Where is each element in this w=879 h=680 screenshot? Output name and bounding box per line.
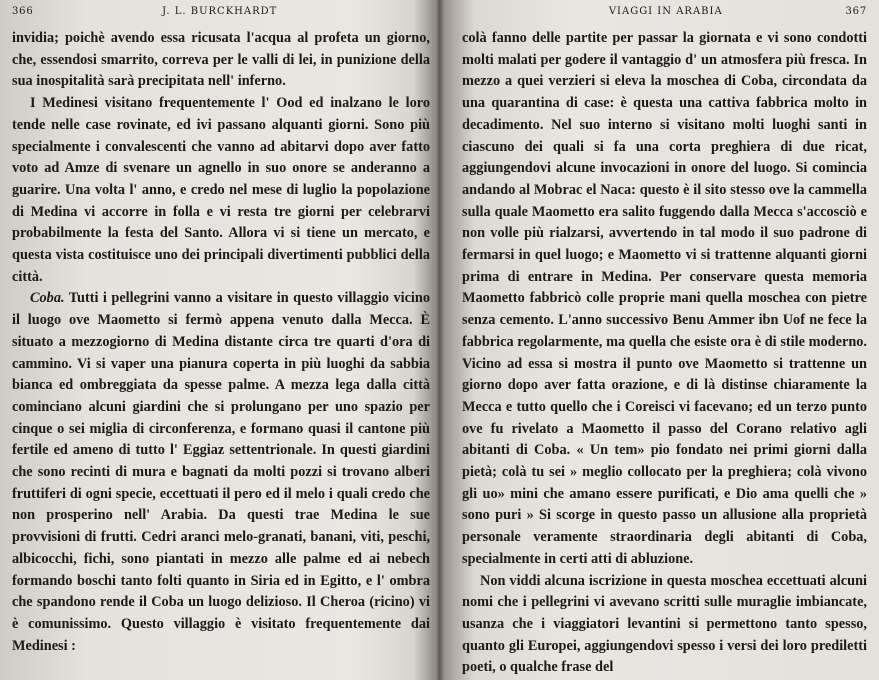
left-running-head: J. L. BURCKHARDT	[162, 6, 278, 17]
right-page-number: 367	[845, 6, 867, 17]
coba-text: Tutti i pellegrini vanno a visitare in questo villaggio vicino il luogo ove Maometto si fermò appena venuto dalla Mecca. È situato a mezzogiorno di Medina distante circa tre quarti d'ora di cammino. Vi si vaper una pianura coperta in più luoghi da sabbia bianca ed ombreggiata da spesse palme. A mezza lega dalla città cominciano alcuni giardini che si prolungano per uno spazio per cinque o sei miglia di circonferenza, e formano quasi il cantone più fertile ed ameno di tutto l' Eggiaz settentrionale. In questi giardini che sono recinti di mura e bagnati da molti pozzi si trovano alberi fruttiferi di ogni specie, eccettuati il pero ed il melo i quali credo che non prosperino nell' Arabia. Da questi trae Medina le sue provvisioni di frutti. Cedri aranci melo-granati, banani, viti, peschi, albicocchi, fichi, sono piantati in mezzo alle palme ed ai nebech formando boschi tanto folti quanto in Siria ed in Egitto, e l' ombra che spandono rende il Coba un luogo delizioso. Il Cheroa (ricino) vi è comunissimo. Questo villaggio è visitato frequentemente dai Medinesi :	[12, 290, 430, 654]
right-page-header	[462, 6, 867, 28]
right-running-head: VIAGGI IN ARABIA	[608, 6, 723, 17]
right-paragraph-2: Non viddi alcuna iscrizione in questa moschea eccettuati alcuni nomi che i pellegrini vi avevano scritti sulle muraglie imbiancate, usanza che i viaggiatori levantini si permettono tanto spesso, quanto gli Europei, aggiungendovi spesso i versi dei loro prediletti poeti, o qualche frase del	[462, 572, 867, 676]
right-page	[440, 0, 879, 680]
left-paragraph-2: I Medinesi visitano frequentemente l' Ood ed inalzano le loro tende nelle case rovinate, ed ivi passano alquanti giorni. Sono più specialmente i convalescenti che vanno ad abitarvi dopo aver fatto voto ad Amze di svenare un agnello in suo onore se anderanno a guarire. Una volta l' anno, e credo nel mese di luglio la popolazione di Medina vi accorre in folla e vi resta tre giorni per celebrarvi probabilmente la festa del Santo. Allora vi si tiene un mercato, e questa vista costituisce uno dei principali divertimenti pubblici della città.	[12, 95, 430, 285]
left-paragraph-1: invidia; poichè avendo essa ricusata l'acqua al profeta un giorno, che, essendosi smarrito, correva per le valli di lei, in punizione della sua inospitalità sarà precipitata nell' inferno.	[12, 30, 430, 90]
left-page-number: 366	[12, 6, 34, 17]
right-paragraph-1: colà fanno delle partite per passar la giornata e vi sono condotti molti malati per godere il vantaggio d' un atmosfera più fresca. In mezzo a quei verzieri si eleva la moschea di Coba, circondata da una quarantina di case: è questa una cattiva fabbrica molto in decadimento. Nel suo interno si visitano molti luoghi santi in ciascuno dei quali si fa una corta preghiera di due ricat, aggiungendovi alcune invocazioni in onore del luogo. Si comincia andando al Mobrac el Naca: questo è il sito stesso ove la cammella sulla quale Maometto era salito fuggendo dalla Mecca s'accosciò e non volle più rialzarsi, avvertendo in tal modo il suo padrone di fermarsi in quel luogo; e Maometto vi si trattenne alquanti giorni prima di entrare in Medina. Per conservare questa memoria Maometto fabbricò colle proprie mani quella moschea con pietre senza cemento. L'anno successivo Benu Ammer ibn Uof ne fece la fabbrica regolarmente, ma quella che esiste ora è di stile moderno. Vicino ad essa si mostra il punto ove Maometto si trattenne un giorno dopo aver fatta orazione, e di là distinse chiaramente la Mecca e tutto quello che i Coreisci vi facevano; ed un terzo punto ove fu rivelato a Maometto il passo del Corano relativo agli abitanti di Coba. « Un tem» pio fondato nei primi giorni dalla pietà; colà tu sei » meglio collocato per la preghiera; colà vivono gli uo» mini che amano essere purificati, e Dio ama quelli che » sono puri » Si scorge in questo passo un allusione alla proprietà personale veramente straordinaria degli abitanti di Coba, specialmente in certi atti di abluzione.	[462, 30, 867, 567]
left-paragraph-3	[12, 288, 430, 657]
left-page-header	[12, 6, 430, 28]
left-page-body	[12, 28, 430, 657]
right-page-body	[462, 28, 867, 679]
coba-heading: Coba.	[30, 290, 65, 307]
